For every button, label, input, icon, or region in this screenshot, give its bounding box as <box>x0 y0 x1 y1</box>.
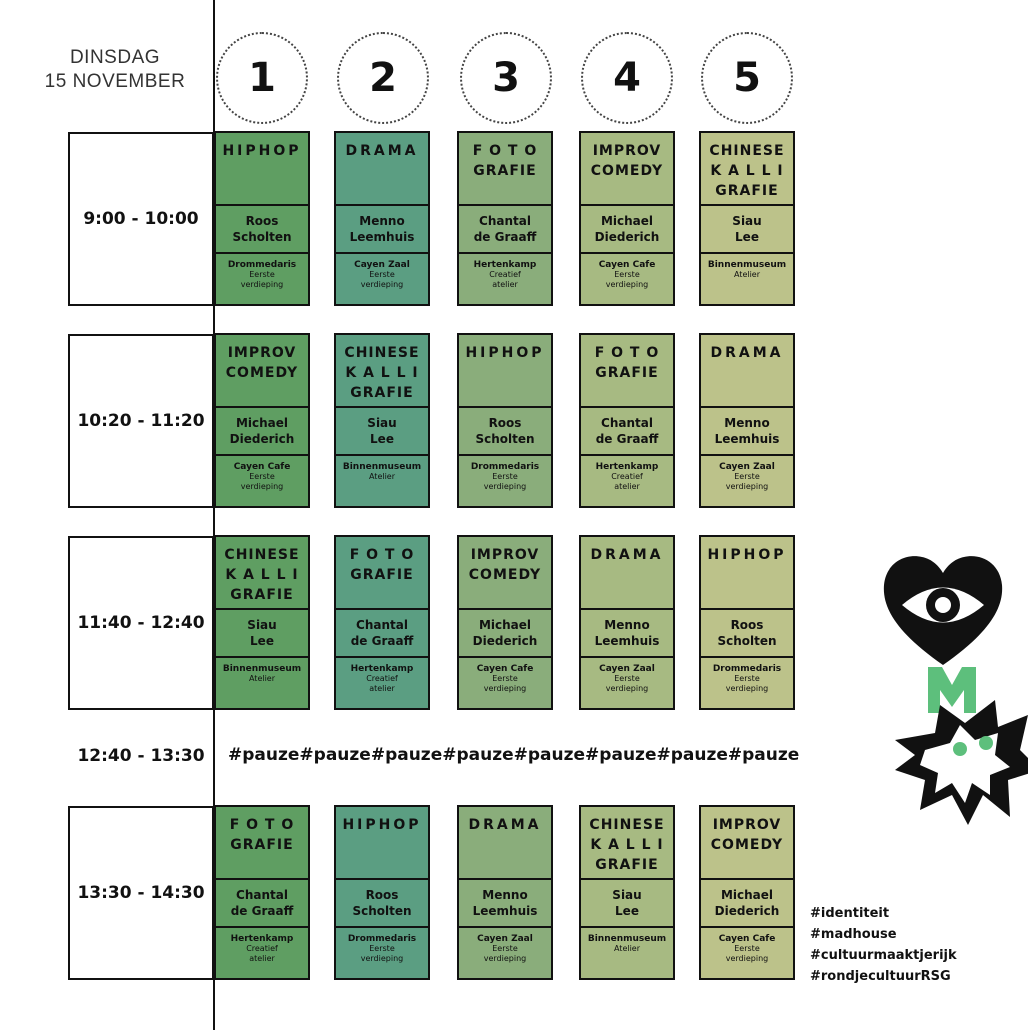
session-title-line: GRAFIE <box>715 183 779 199</box>
teacher-name-line: Chantal <box>479 214 531 228</box>
location-name: Binnenmuseum <box>587 934 667 944</box>
location-room-line: Creatief <box>489 270 521 279</box>
session-title-line: F O T O <box>349 547 415 563</box>
session-title-line: GRAFIE <box>350 567 414 583</box>
location-name: Cayen Cafe <box>598 260 656 270</box>
session-location <box>216 928 308 978</box>
pause-time: 12:40 - 13:30 <box>77 746 205 766</box>
teacher-name-line: Menno <box>724 416 770 430</box>
session-location <box>216 658 308 708</box>
session-title <box>336 335 428 408</box>
session-title <box>581 335 673 408</box>
session-title <box>216 335 308 408</box>
teacher-name-line: Leemhuis <box>472 904 538 918</box>
location-room-line: verdieping <box>725 954 769 963</box>
madhouse-logo <box>880 555 1028 834</box>
session-title-line: GRAFIE <box>595 365 659 381</box>
session-title-line: HIPHOP <box>465 345 545 361</box>
location-room-line: verdieping <box>605 684 649 693</box>
teacher-name-line: Roos <box>730 618 764 632</box>
session-title <box>459 537 551 610</box>
column-header-2: 2 <box>337 32 429 124</box>
session-teacher <box>216 610 308 658</box>
location-room-line: verdieping <box>240 482 284 491</box>
location-room-line: Eerste <box>492 674 518 683</box>
column-header-1: 1 <box>216 32 308 124</box>
teacher-name-line: Leemhuis <box>714 432 780 446</box>
location-name: Cayen Cafe <box>718 934 776 944</box>
session-title <box>459 133 551 206</box>
teacher-name-line: Siau <box>732 214 762 228</box>
teacher-name-line: Lee <box>615 904 639 918</box>
teacher-name-line: Leemhuis <box>349 230 415 244</box>
session-title-line: GRAFIE <box>230 587 294 603</box>
hashtag: #identiteit <box>810 906 890 921</box>
hashtag: #rondjecultuurRSG <box>810 969 951 984</box>
teacher-name-line: Chantal <box>236 888 288 902</box>
location-room-line: verdieping <box>360 954 404 963</box>
session-teacher <box>459 408 551 456</box>
session-title-line: COMEDY <box>590 163 664 179</box>
teacher-name-line: Siau <box>247 618 277 632</box>
session-title-line: IMPROV <box>712 817 782 833</box>
teacher-name-line: Diederich <box>714 904 780 918</box>
teacher-name-line: Menno <box>359 214 405 228</box>
hashtag: #cultuurmaaktjerijk <box>810 948 957 963</box>
session-card <box>579 805 675 980</box>
session-card <box>334 535 430 710</box>
column-header-4: 4 <box>581 32 673 124</box>
session-teacher <box>581 610 673 658</box>
location-room-line: atelier <box>249 954 275 963</box>
location-name: Drommedaris <box>227 260 297 270</box>
hashtag-list <box>810 903 957 987</box>
location-room-line: Atelier <box>733 270 761 279</box>
session-location <box>459 928 551 978</box>
session-location <box>336 658 428 708</box>
teacher-name-line: Menno <box>482 888 528 902</box>
session-card <box>579 535 675 710</box>
location-name: Hertenkamp <box>350 664 414 674</box>
location-room-line: Eerste <box>492 944 518 953</box>
teacher-name-line: de Graaff <box>350 634 414 648</box>
session-title-line: DRAMA <box>710 345 784 361</box>
teacher-name-line: de Graaff <box>230 904 294 918</box>
session-title-line: K A L L I <box>710 163 784 179</box>
session-location <box>336 254 428 304</box>
session-card <box>457 333 553 508</box>
session-title-line: IMPROV <box>470 547 540 563</box>
session-teacher <box>336 610 428 658</box>
location-name: Drommedaris <box>347 934 417 944</box>
session-title-line: GRAFIE <box>230 837 294 853</box>
session-card <box>334 131 430 306</box>
date-label: 15 NOVEMBER <box>44 71 186 92</box>
teacher-name-line: Menno <box>604 618 650 632</box>
session-title-line: COMEDY <box>468 567 542 583</box>
session-title-line: F O T O <box>472 143 538 159</box>
session-location <box>459 456 551 506</box>
session-title <box>336 807 428 880</box>
session-teacher <box>581 880 673 928</box>
session-teacher <box>701 880 793 928</box>
session-location <box>336 928 428 978</box>
column-header-5: 5 <box>701 32 793 124</box>
location-room-line: Eerste <box>734 472 760 481</box>
session-teacher <box>216 880 308 928</box>
location-room-line: Atelier <box>368 472 396 481</box>
session-title <box>581 537 673 610</box>
location-name: Binnenmuseum <box>342 462 422 472</box>
location-room-line: verdieping <box>605 280 649 289</box>
teacher-name-line: Michael <box>600 214 654 228</box>
location-room-line: Creatief <box>611 472 643 481</box>
hashtag: #madhouse <box>810 927 897 942</box>
session-teacher <box>701 206 793 254</box>
teacher-name-line: de Graaff <box>595 432 659 446</box>
teacher-name-line: Lee <box>250 634 274 648</box>
teacher-name-line: Roos <box>488 416 522 430</box>
location-room-line: Eerste <box>369 270 395 279</box>
session-title-line: CHINESE <box>344 345 420 361</box>
column-header-3: 3 <box>460 32 552 124</box>
location-room-line: atelier <box>614 482 640 491</box>
session-card <box>579 333 675 508</box>
session-teacher <box>459 610 551 658</box>
teacher-name-line: Lee <box>370 432 394 446</box>
session-card <box>457 535 553 710</box>
session-title-line: K A L L I <box>590 837 664 853</box>
session-location <box>336 456 428 506</box>
teacher-name-line: Chantal <box>601 416 653 430</box>
session-title-line: GRAFIE <box>473 163 537 179</box>
session-title-line: GRAFIE <box>595 857 659 873</box>
time-slot-label: 11:40 - 12:40 <box>68 536 214 710</box>
session-teacher <box>581 408 673 456</box>
session-teacher <box>701 610 793 658</box>
session-location <box>216 456 308 506</box>
location-name: Binnenmuseum <box>222 664 302 674</box>
location-room-line: verdieping <box>725 482 769 491</box>
teacher-name-line: Scholten <box>232 230 292 244</box>
location-room-line: Eerste <box>734 674 760 683</box>
session-card <box>457 805 553 980</box>
day-label: DINSDAG <box>69 47 161 68</box>
session-location <box>581 456 673 506</box>
m-star-icon <box>895 667 1028 825</box>
session-title-line: CHINESE <box>709 143 785 159</box>
date-header <box>30 46 200 94</box>
teacher-name-line: Siau <box>367 416 397 430</box>
session-title-line: IMPROV <box>592 143 662 159</box>
session-location <box>701 658 793 708</box>
location-room-line: Eerste <box>734 944 760 953</box>
teacher-name-line: Roos <box>365 888 399 902</box>
teacher-name-line: Michael <box>235 416 289 430</box>
session-location <box>701 456 793 506</box>
session-teacher <box>459 206 551 254</box>
location-name: Binnenmuseum <box>707 260 787 270</box>
location-name: Hertenkamp <box>595 462 659 472</box>
session-title-line: IMPROV <box>227 345 297 361</box>
location-room-line: verdieping <box>483 954 527 963</box>
location-room-line: Eerste <box>614 674 640 683</box>
session-title-line: K A L L I <box>225 567 299 583</box>
session-title <box>336 133 428 206</box>
location-room-line: Eerste <box>249 270 275 279</box>
session-teacher <box>459 880 551 928</box>
location-name: Cayen Zaal <box>599 664 655 674</box>
teacher-name-line: Scholten <box>352 904 412 918</box>
location-name: Cayen Zaal <box>354 260 410 270</box>
session-card <box>699 333 795 508</box>
session-teacher <box>216 206 308 254</box>
session-title <box>459 807 551 880</box>
location-name: Hertenkamp <box>230 934 294 944</box>
session-title <box>216 807 308 880</box>
location-room-line: atelier <box>369 684 395 693</box>
session-location <box>581 658 673 708</box>
location-room-line: verdieping <box>360 280 404 289</box>
location-name: Drommedaris <box>712 664 782 674</box>
teacher-name-line: de Graaff <box>473 230 537 244</box>
pause-text: #pauze#pauze#pauze#pauze#pauze#pauze#pauze#pauze <box>228 745 800 765</box>
session-title-line: COMEDY <box>225 365 299 381</box>
session-title-line: COMEDY <box>710 837 784 853</box>
session-title <box>336 537 428 610</box>
location-name: Cayen Zaal <box>477 934 533 944</box>
session-teacher <box>336 880 428 928</box>
location-name: Cayen Zaal <box>719 462 775 472</box>
session-title <box>216 133 308 206</box>
location-room-line: Eerste <box>614 270 640 279</box>
location-room-line: verdieping <box>483 482 527 491</box>
session-teacher <box>581 206 673 254</box>
heart-eye-icon <box>884 556 1002 665</box>
session-title <box>701 807 793 880</box>
teacher-name-line: Roos <box>245 214 279 228</box>
session-card <box>699 535 795 710</box>
session-title <box>216 537 308 610</box>
session-title <box>581 133 673 206</box>
session-title <box>581 807 673 880</box>
location-room-line: Eerste <box>249 472 275 481</box>
teacher-name-line: Diederich <box>472 634 538 648</box>
session-location <box>701 928 793 978</box>
session-title-line: DRAMA <box>468 817 542 833</box>
session-card <box>214 535 310 710</box>
teacher-name-line: Siau <box>612 888 642 902</box>
session-teacher <box>336 206 428 254</box>
location-room-line: atelier <box>492 280 518 289</box>
location-room-line: Eerste <box>492 472 518 481</box>
teacher-name-line: Michael <box>720 888 774 902</box>
session-title-line: F O T O <box>594 345 660 361</box>
location-name: Cayen Cafe <box>233 462 291 472</box>
session-teacher <box>216 408 308 456</box>
time-slot-label: 13:30 - 14:30 <box>68 806 214 980</box>
session-card <box>334 333 430 508</box>
session-title <box>701 537 793 610</box>
session-title-line: HIPHOP <box>707 547 787 563</box>
session-card <box>699 805 795 980</box>
session-teacher <box>701 408 793 456</box>
location-name: Drommedaris <box>470 462 540 472</box>
location-room-line: Eerste <box>369 944 395 953</box>
location-name: Hertenkamp <box>473 260 537 270</box>
session-card <box>457 131 553 306</box>
session-card <box>579 131 675 306</box>
session-title-line: DRAMA <box>345 143 419 159</box>
session-title <box>701 335 793 408</box>
session-location <box>581 254 673 304</box>
location-room-line: Atelier <box>248 674 276 683</box>
location-name: Cayen Cafe <box>476 664 534 674</box>
location-room-line: Creatief <box>246 944 278 953</box>
session-teacher <box>336 408 428 456</box>
session-title-line: HIPHOP <box>342 817 422 833</box>
teacher-name-line: Leemhuis <box>594 634 660 648</box>
location-room-line: Creatief <box>366 674 398 683</box>
session-location <box>459 254 551 304</box>
session-title-line: DRAMA <box>590 547 664 563</box>
session-card <box>699 131 795 306</box>
time-slot-label: 10:20 - 11:20 <box>68 334 214 508</box>
session-title-line: F O T O <box>229 817 295 833</box>
session-title-line: HIPHOP <box>222 143 302 159</box>
time-slot-label: 9:00 - 10:00 <box>68 132 214 306</box>
session-title-line: K A L L I <box>345 365 419 381</box>
session-card <box>214 333 310 508</box>
location-room-line: Atelier <box>613 944 641 953</box>
session-title-line: CHINESE <box>224 547 300 563</box>
location-room-line: verdieping <box>725 684 769 693</box>
session-title <box>459 335 551 408</box>
session-card <box>334 805 430 980</box>
teacher-name-line: Scholten <box>475 432 535 446</box>
session-location <box>701 254 793 304</box>
session-title-line: CHINESE <box>589 817 665 833</box>
session-location <box>581 928 673 978</box>
teacher-name-line: Chantal <box>356 618 408 632</box>
teacher-name-line: Diederich <box>594 230 660 244</box>
teacher-name-line: Scholten <box>717 634 777 648</box>
session-location <box>459 658 551 708</box>
session-title <box>701 133 793 206</box>
teacher-name-line: Michael <box>478 618 532 632</box>
session-title-line: GRAFIE <box>350 385 414 401</box>
session-card <box>214 805 310 980</box>
teacher-name-line: Lee <box>735 230 759 244</box>
location-room-line: verdieping <box>240 280 284 289</box>
session-card <box>214 131 310 306</box>
location-room-line: verdieping <box>483 684 527 693</box>
teacher-name-line: Diederich <box>229 432 295 446</box>
session-location <box>216 254 308 304</box>
